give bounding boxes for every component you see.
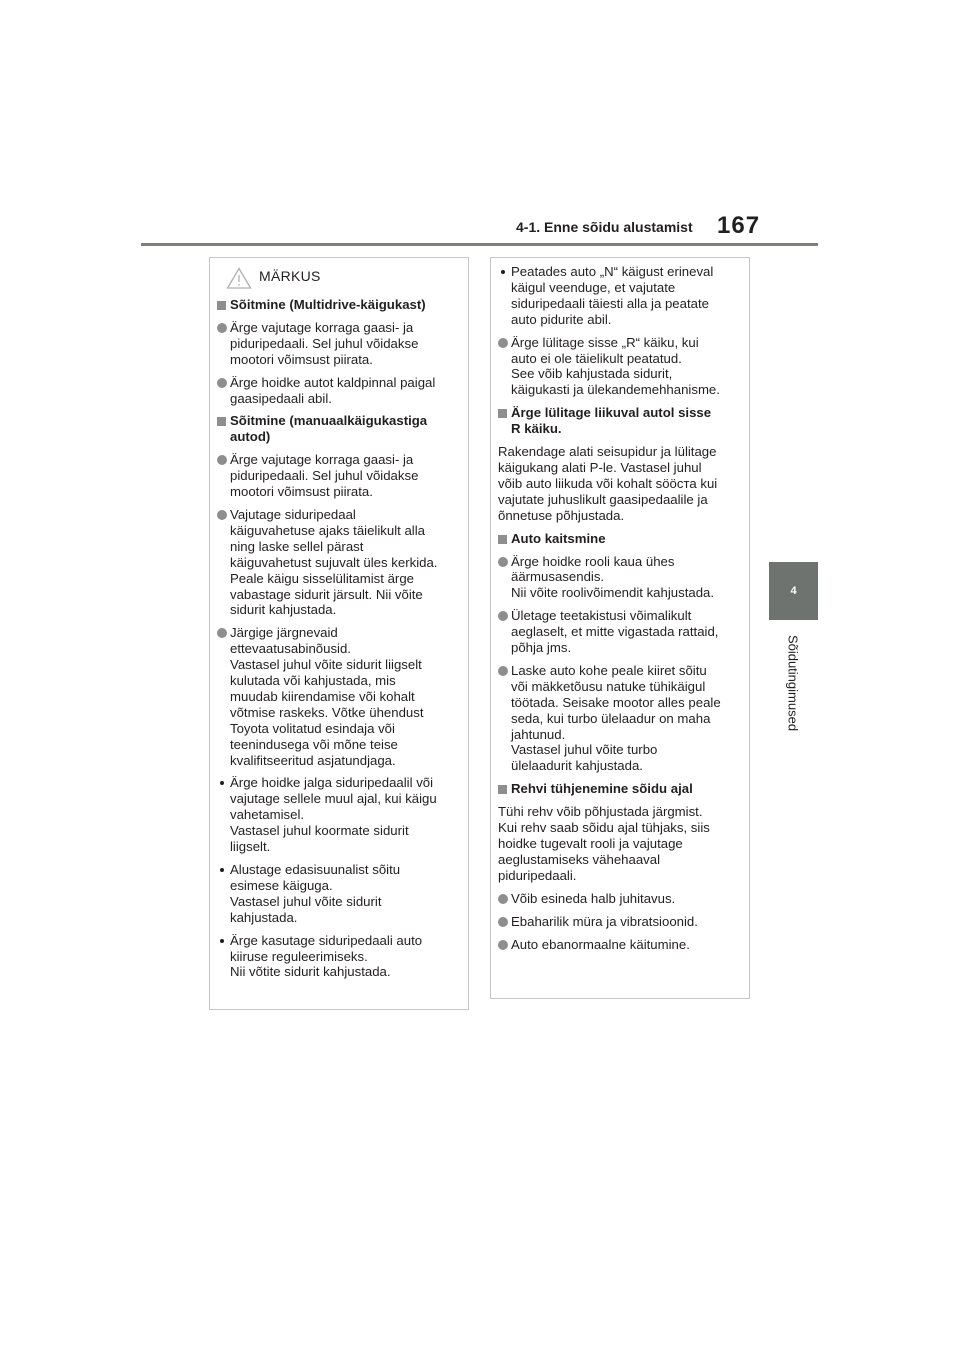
chapter-number: 4 <box>790 585 797 597</box>
paragraph: Rakendage alati seisupidur ja lülitage käigukang alati P-le. Vastasel juhul võib auto liikuda või kohalt sööста kui vajutate juhuslikult gaasipedaalile ja õnnetuse põhjustada. <box>498 444 718 523</box>
bullet-dot-icon <box>501 270 505 274</box>
circle-bullet-icon <box>498 338 508 348</box>
section-heading <box>498 405 743 437</box>
heading-text: Rehvi tühjenemine sõidu ajal <box>511 781 693 797</box>
circle-bullet-icon <box>498 894 508 904</box>
list-item-text: Ärge lülitage sisse „R“ käiku, kui auto ei ole täielikult peatatud. See võib kahjustada sidurit, käigukasti ja ülekandemehhanisme. <box>511 334 720 398</box>
circle-bullet-icon <box>217 323 227 333</box>
list-item-text: Alustage edasisuunalist sõitu esimese käiguga. Vastasel juhul võite sidurit kahjustada. <box>230 862 401 925</box>
list-item-text: Ärge vajutage korraga gaasi- ja piduripedaali. Sel juhul võidakse mootori võimsust piirata. <box>230 319 419 367</box>
bullet-dot-icon <box>220 868 224 872</box>
heading-text: Sõitmine (Multidrive-käigukast) <box>230 297 426 312</box>
bullet-dot-icon <box>220 781 224 785</box>
circle-bullet-icon <box>498 611 508 621</box>
bullet-dot-icon <box>220 939 224 943</box>
circle-bullet-icon <box>498 940 508 950</box>
heading-text: Sõitmine (manuaalkäigukastiga autod) <box>230 413 428 445</box>
list-item <box>498 608 743 656</box>
heading-text: Auto kaitsmine <box>511 530 606 546</box>
section-heading <box>217 297 462 313</box>
list-item-text: Laske auto kohe peale kiiret sõitu või mäkketõusu natuke tühikäigul töötada. Seisake mootor alles peale seda, kui turbo ülelaadur on maha jahtunud. Vastasel juhul võite turbo ülelaadurit kahjustada. <box>511 662 721 774</box>
chapter-tab <box>769 562 818 620</box>
list-item-text: Järgige järgnevaid ettevaatusabinõusid. Vastasel juhul võite sidurit liigselt kulutada või kahjustada, mis muudab kiirendamise või kohalt võtmise raskeks. Võtke ühendust Toyota volitatud esindaja või teenindusega või mõne teise kvalifitseeritud asjatundjaga. <box>230 625 424 768</box>
square-bullet-icon <box>217 301 226 310</box>
square-bullet-icon <box>217 417 226 426</box>
list-item <box>498 554 743 602</box>
header-rule <box>141 243 818 246</box>
list-item <box>217 507 462 618</box>
notice-box-right <box>490 257 750 999</box>
circle-bullet-icon <box>498 557 508 567</box>
list-item-text: Ärge kasutage siduripedaali auto kiiruse reguleerimiseks. Nii võtite sidurit kahjustada. <box>230 932 423 980</box>
square-bullet-icon <box>498 409 507 418</box>
list-item-text: Võib esineda halb juhitavus. <box>511 890 676 906</box>
page-number: 167 <box>717 212 761 239</box>
notice-header <box>210 265 468 291</box>
circle-bullet-icon <box>217 378 227 388</box>
list-item <box>498 914 743 930</box>
list-item-text: Ületage teetakistusi võimalikult aeglaselt, et mitte vigastada rattaid, põhja jms. <box>511 608 719 656</box>
list-item <box>498 663 743 774</box>
list-item <box>217 625 462 768</box>
notice-title: MÄRKUS <box>259 268 321 284</box>
list-item-text: Ärge hoidke jalga siduripedaalil või vajutage sellele muul ajal, kui käigu vahetamisel. Vastasel juhul koormate sidurit liigselt. <box>230 775 437 855</box>
section-heading <box>498 781 743 797</box>
warning-triangle-icon <box>226 267 252 289</box>
list-item-text: Vajutage siduripedaal käiguvahetuse ajaks täielikult alla ning laske sellel pärast käiguvahetust sujuvalt üles kerkida. Peale käigu sisselülitamist ärge vabastage sidurit järsult. Nii võite sidurit kahjustada. <box>230 506 438 618</box>
section-heading <box>498 531 743 547</box>
list-item <box>498 264 743 328</box>
list-item-text: Ärge vajutage korraga gaasi- ja piduripedaali. Sel juhul võidakse mootori võimsust piirata. <box>230 452 419 500</box>
list-item <box>217 320 462 368</box>
list-item-text: Auto ebanormaalne käitumine. <box>511 936 690 952</box>
list-item <box>498 335 743 399</box>
list-item <box>217 375 462 407</box>
square-bullet-icon <box>498 785 507 794</box>
square-bullet-icon <box>498 535 507 544</box>
list-item <box>217 775 462 855</box>
list-item <box>217 933 462 981</box>
section-heading <box>217 413 462 445</box>
section-title: 4-1. Enne sõidu alustamist <box>516 219 693 235</box>
list-item <box>498 891 743 907</box>
circle-bullet-icon <box>498 666 508 676</box>
circle-bullet-icon <box>217 628 227 638</box>
chapter-title: Sõidutingimused <box>785 634 801 732</box>
list-item-text: Ärge hoidke rooli kaua ühes äärmusasendis. Nii võite roolivõimendit kahjustada. <box>511 553 715 601</box>
list-item <box>498 937 743 953</box>
circle-bullet-icon <box>217 510 227 520</box>
circle-bullet-icon <box>217 455 227 465</box>
notice-box-left <box>209 257 469 1010</box>
circle-bullet-icon <box>498 917 508 927</box>
list-item <box>217 452 462 500</box>
list-item-text: Ärge hoidke autot kaldpinnal paigal gaasipedaali abil. <box>230 374 436 406</box>
list-item-text: Ebaharilik müra ja vibratsioonid. <box>511 913 698 929</box>
heading-text: Ärge lülitage liikuval autol sisse R käiku. <box>511 405 712 437</box>
list-item <box>217 862 462 926</box>
list-item-text: Peatades auto „N“ käigust erineval käigul veenduge, et vajutate siduripedaali täiesti alla ja peatate auto pidurite abil. <box>511 264 714 327</box>
paragraph: Tühi rehv võib põhjustada järgmist. Kui rehv saab sõidu ajal tühjaks, siis hoidke tugevalt rooli ja vajutage aeglustamiseks vähehaaval piduripedaali. <box>498 804 710 883</box>
